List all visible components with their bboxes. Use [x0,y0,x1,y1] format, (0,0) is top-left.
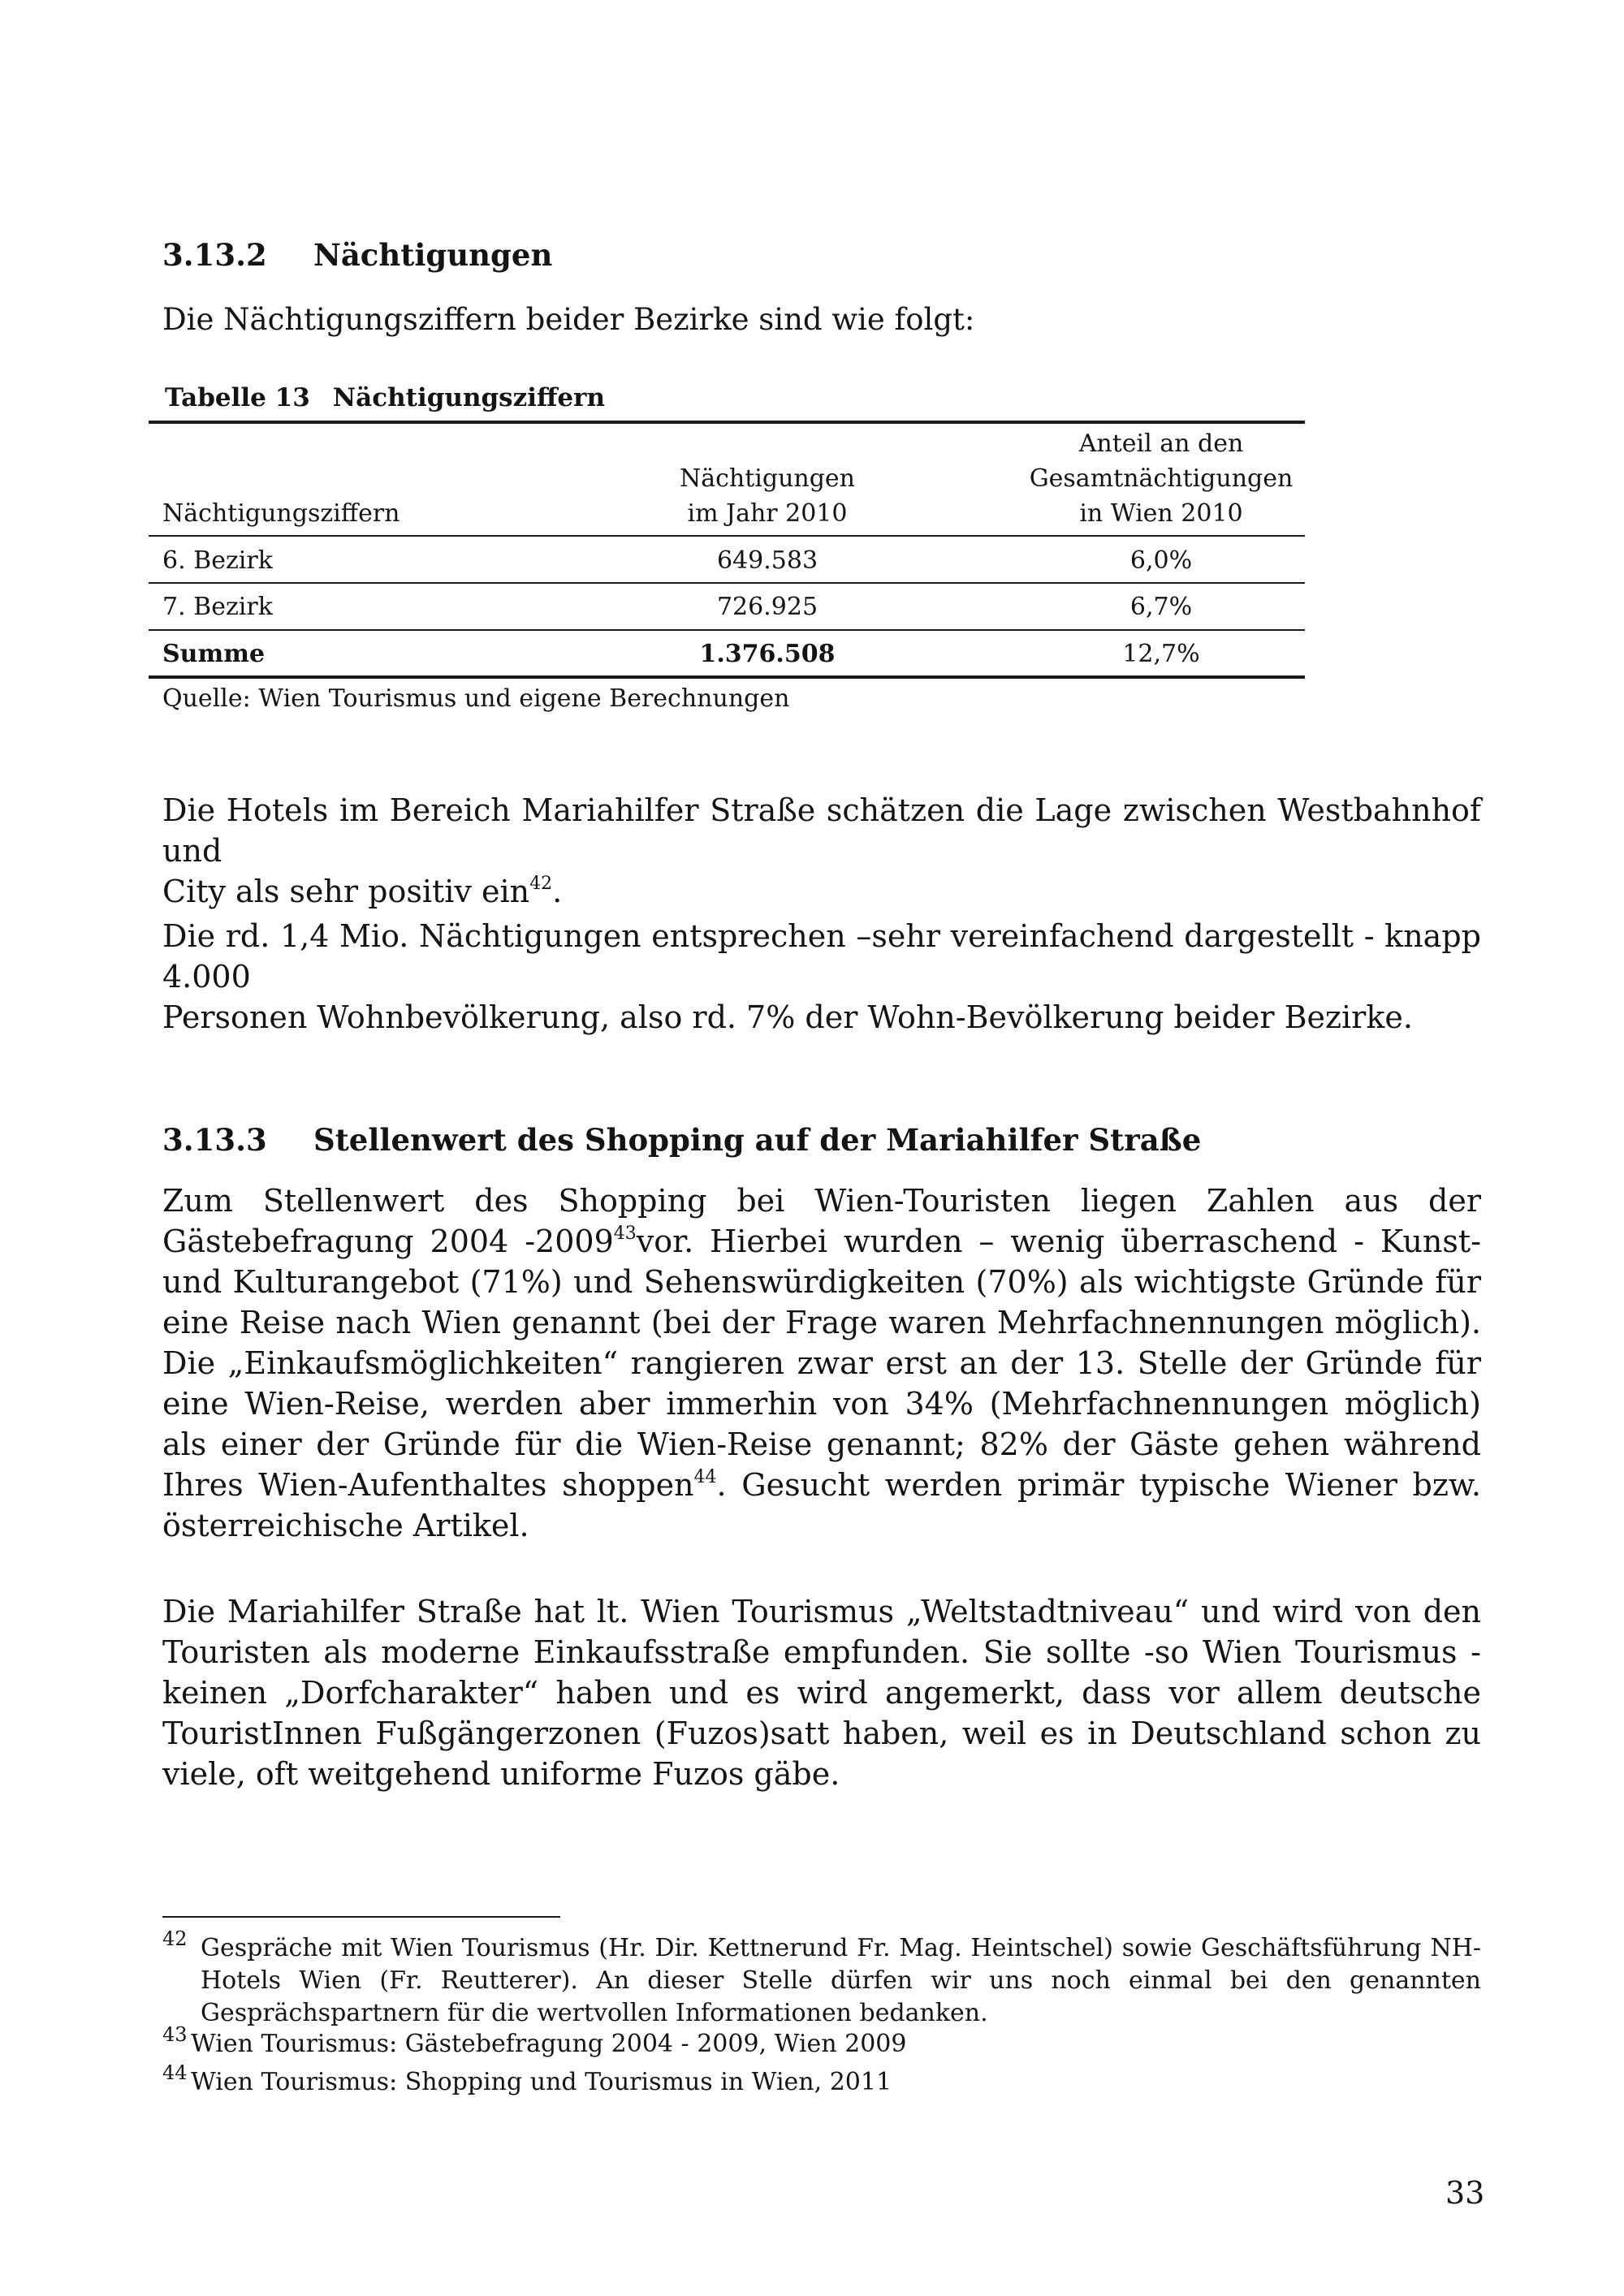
table-source-note: Quelle: Wien Tourismus und eigene Berechnungen [162,684,790,713]
table-header-col2-line1: Nächtigungen [679,464,856,493]
table-row-rule [149,582,1305,584]
table-header-rule [149,535,1305,537]
paragraph-text-part: . Gesucht werden primär typische Wiener bzw. österreichische Artikel. [162,1467,1481,1543]
table-bottom-rule [149,675,1305,679]
table-header-col3-line1: Anteil an den [1078,429,1244,458]
table-header-col1: Nächtigungsziffern [162,499,400,528]
table-total-label: Summe [162,640,266,668]
section-number: 3.13.3 [162,1122,267,1158]
table-top-rule [149,421,1305,424]
table-cell-label: 7. Bezirk [162,593,273,621]
paragraph-text-part: vor. Hierbei wurden – wenig überraschend - Kunst- und Kulturangebot (71%) und Sehenswürdigkeiten (70%) als wichtigste Gründe für eine Reise nach Wien genannt (bei der Frage waren Mehrfachnennungen möglich). Die „Einkaufsmöglichkeiten“ rangieren zwar erst an der 13. Stelle der Gründe für eine Wien-Reise, werden aber immerhin von 34% (Mehrfachnennungen möglich) als einer der Gründe für die Wien-Reise genannt; 82% der Gäste gehen während Ihres Wien-Aufenthaltes shoppen [162,1224,1481,1503]
table-header-col3 [999,426,1324,531]
paragraph-text [162,1180,1481,1546]
paragraph-overnight-stays [162,916,1481,1038]
paragraph-line: Die Hotels im Bereich Mariahilfer Straße schätzen die Lage zwischen Westbahnhof und [162,792,1481,869]
table-cell-share: 6,7% [1129,593,1193,621]
footnote [162,2061,1481,2099]
table-cell-value: 726.925 [716,593,818,621]
footnote-number: 43 [162,2023,188,2046]
page-number: 33 [1445,2175,1485,2211]
paragraph-line [162,871,1481,912]
section-number: 3.13.2 [162,237,267,273]
section-title: Stellenwert des Shopping auf der Mariahilfer Straße [313,1122,1202,1158]
footnote-number: 44 [162,2061,188,2084]
footnote-text: Wien Tourismus: Gästebefragung 2004 - 2009, Wien 2009 [191,2030,907,2058]
paragraph-shopping [162,1180,1481,1546]
table-header-col3-line3: in Wien 2010 [1079,499,1243,528]
paragraph-text: City als sehr positiv ein [162,874,530,909]
paragraph-line: Personen Wohnbevölkerung, also rd. 7% der Wohn-Bevölkerung beider Bezirke. [162,999,1413,1035]
section-lead-text: Die Nächtigungsziffern beider Bezirke sind wie folgt: [162,302,975,337]
footnote-text: Wien Tourismus: Shopping und Tourismus in Wien, 2011 [191,2068,892,2096]
footnote [162,1927,1481,2030]
table-cell-share: 6,0% [1129,546,1193,575]
table-row-rule [149,629,1305,631]
paragraph-line: Die rd. 1,4 Mio. Nächtigungen entsprechen –sehr vereinfachend dargestellt - knapp 4.000 [162,918,1481,995]
table-header-col3-line2: Gesamtnächtigungen [1029,464,1294,493]
footnote-reference: 42 [529,874,553,894]
table-caption-label: Tabelle 13 [165,383,310,412]
table-total-share: 12,7% [1122,640,1200,668]
footnote-reference: 43 [613,1224,637,1244]
table-cell-value: 649.583 [716,546,818,575]
section-title: Nächtigungen [313,237,553,273]
footnote-separator [162,1916,560,1918]
table-caption-title: Nächtigungsziffern [332,383,606,412]
paragraph-mariahilfer [162,1591,1481,1794]
paragraph-text-part: Zum Stellenwert des Shopping bei Wien-Touristen liegen Zahlen aus der Gästebefragung 2004 -2009 [162,1183,1481,1259]
table-header-col2-line2: im Jahr 2010 [687,499,848,528]
table-header-col2 [650,461,885,531]
data-table [0,0,1624,731]
paragraph-text: Die Mariahilfer Straße hat lt. Wien Tourismus „Weltstadtniveau“ und wird von den Touristen als moderne Einkaufsstraße empfunden. Sie sollte -so Wien Tourismus - keinen „Dorfcharakter“ haben und es wird angemerkt, dass vor allem deutsche TouristInnen Fußgängerzonen (Fuzos)satt haben, weil es in Deutschland schon zu viele, oft weitgehend uniforme Fuzos gäbe. [162,1594,1481,1792]
table-total-value: 1.376.508 [699,640,836,668]
footnote-reference: 44 [693,1467,717,1487]
paragraph-hotels [162,790,1481,912]
table-cell-label: 6. Bezirk [162,546,273,575]
footnote-text: Gespräche mit Wien Tourismus (Hr. Dir. Kettnerund Fr. Mag. Heintschel) sowie Geschäftsführung NH-Hotels Wien (Fr. Reutterer). An dieser Stelle dürfen wir uns noch einmal bei den genannten Gesprächspartnern für die wertvollen Informationen bedanken. [201,1934,1481,2027]
footnote [162,2023,1481,2061]
paragraph-text: . [552,874,563,909]
footnote-number: 42 [162,1927,188,1950]
